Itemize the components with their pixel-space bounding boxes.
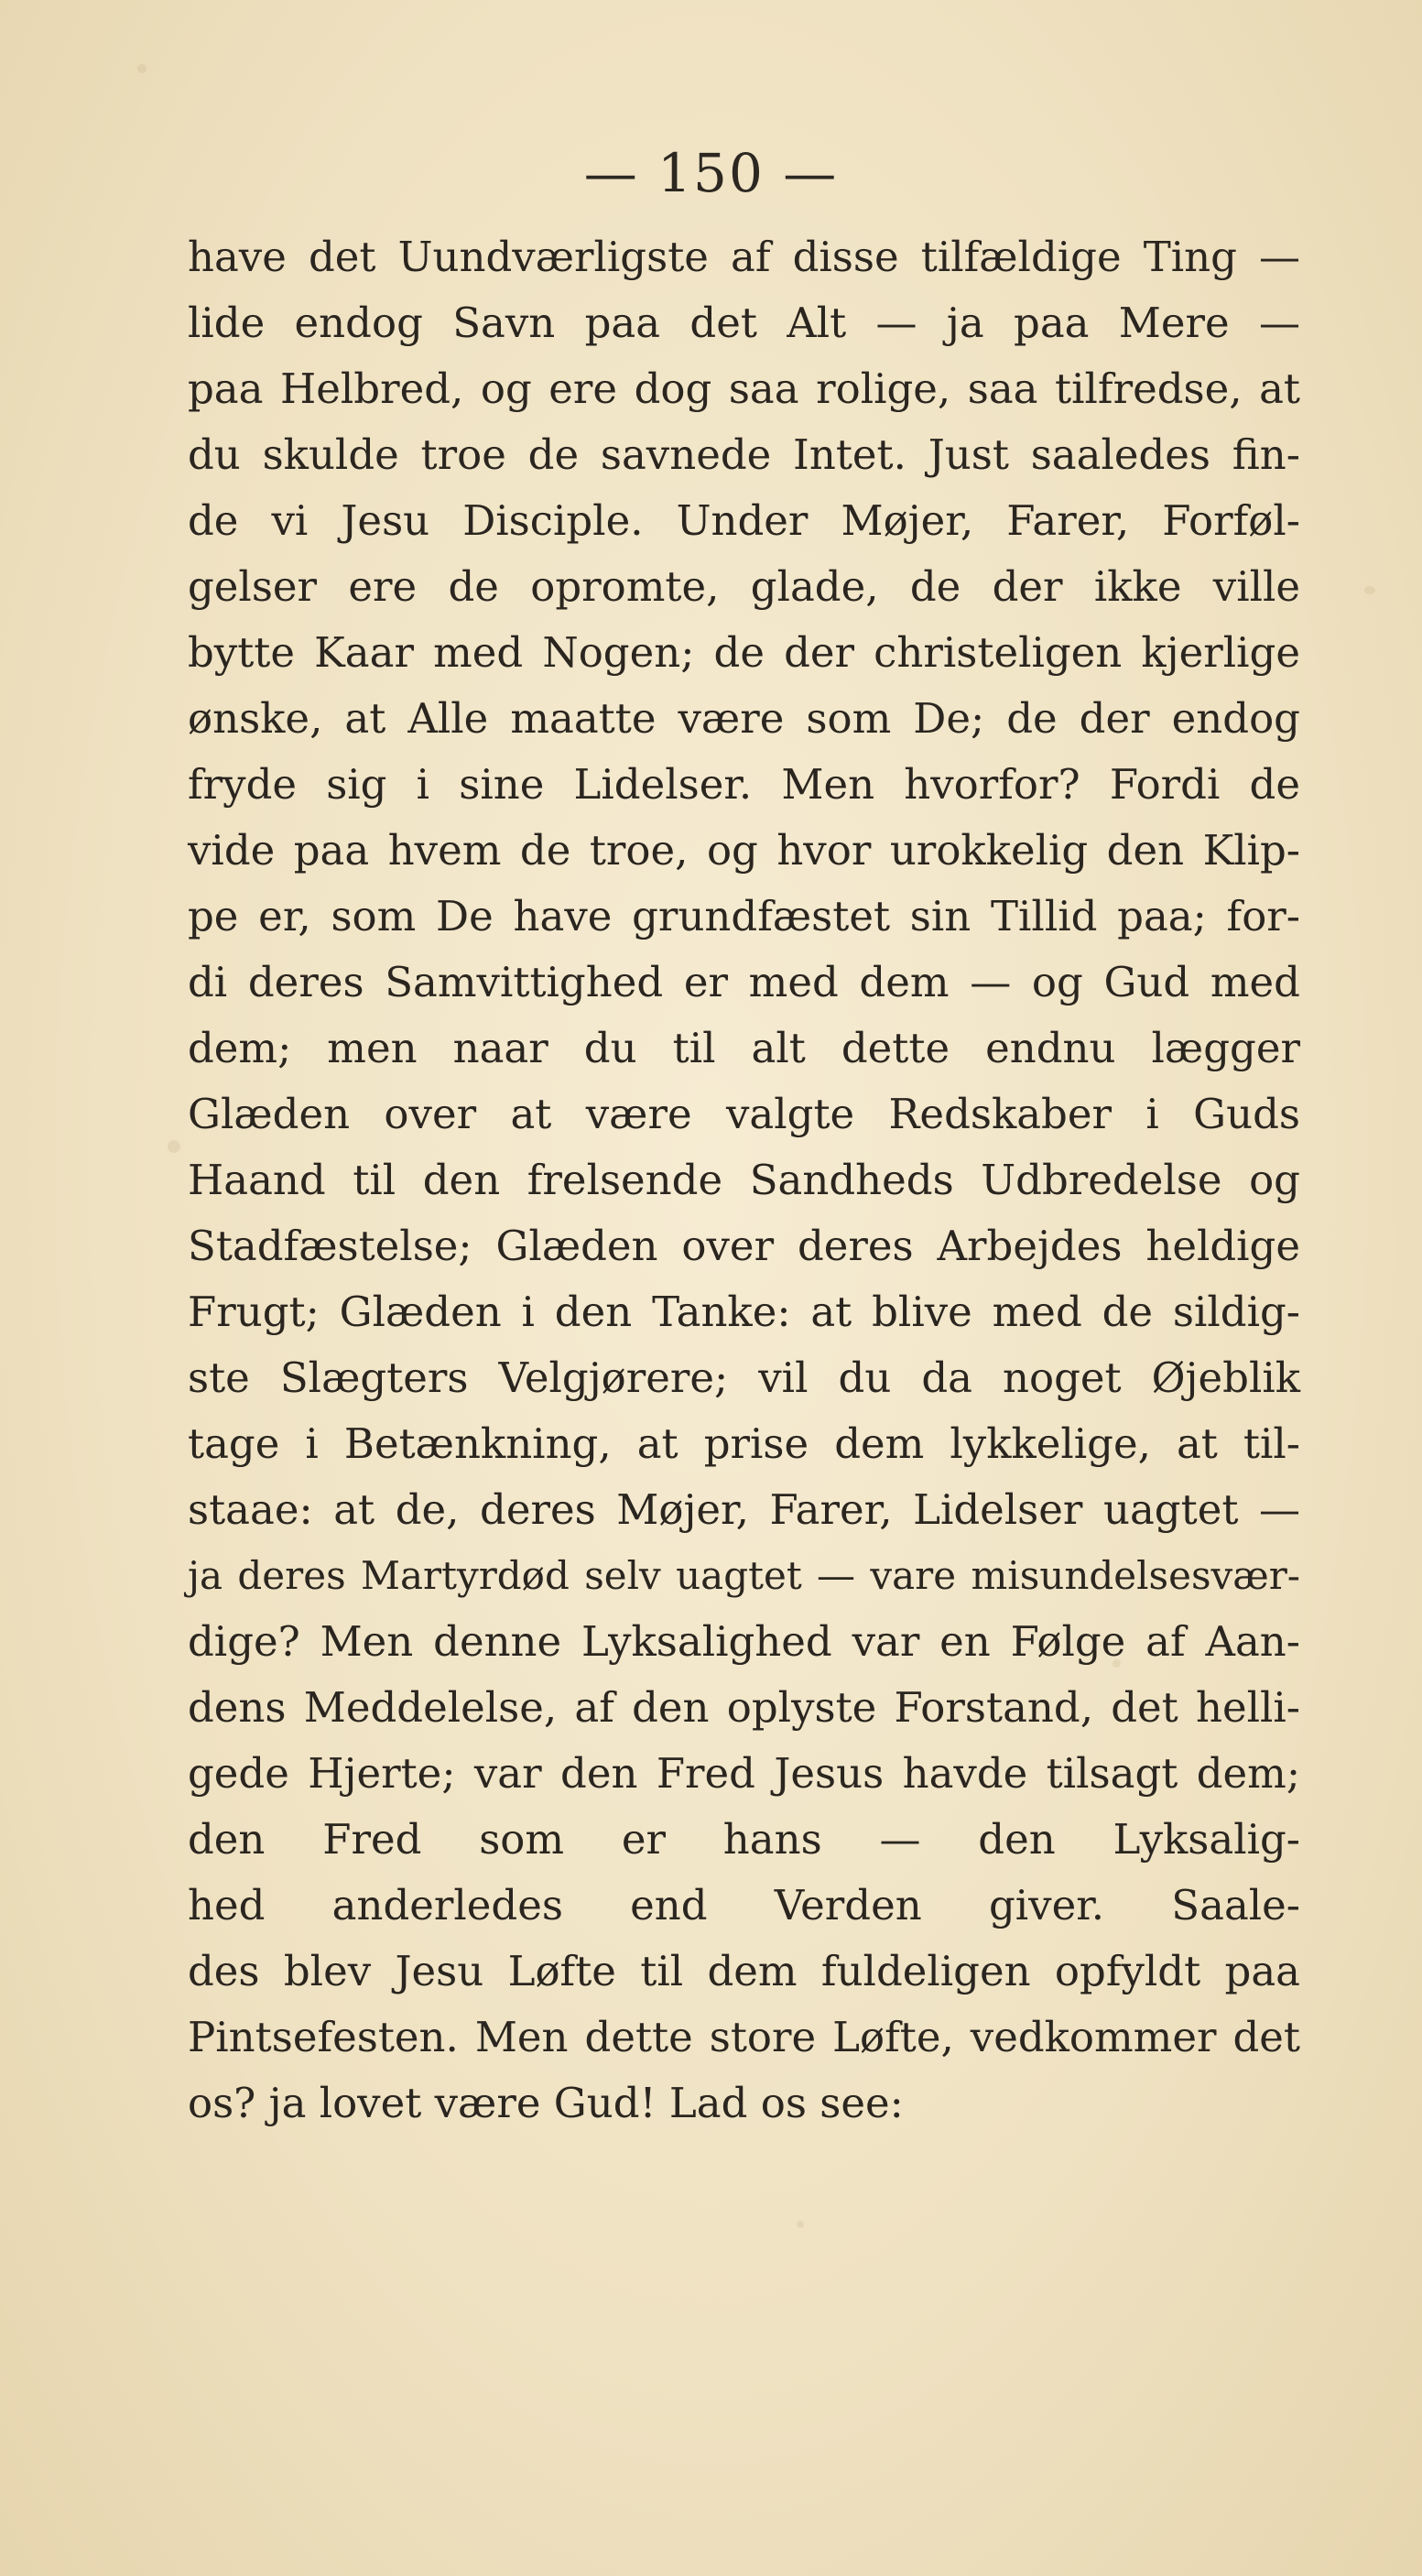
text-line: paa Helbred, og ere dog saa rolige, saa tilfredse, at: [188, 364, 1300, 413]
text-line: du skulde troe de savnede Intet. Just saaledes fin-: [188, 430, 1300, 479]
text-line: bytte Kaar med Nogen; de der christeligen kjerlige: [188, 628, 1300, 677]
text-line: Stadfæstelse; Glæden over deres Arbejdes heldige: [188, 1222, 1300, 1270]
paper-spot: [797, 2221, 804, 2228]
text-line: gelser ere de opromte, glade, de der ikke ville: [188, 562, 1300, 611]
text-line: ja deres Martyrdød selv uagtet — vare misundelsesvær-: [188, 1553, 1300, 1598]
text-line: dem; men naar du til alt dette endnu lægger: [188, 1024, 1300, 1072]
text-line: dige? Men denne Lyksalighed var en Følge af Aan-: [188, 1617, 1300, 1666]
text-line: lide endog Savn paa det Alt — ja paa Mere —: [188, 299, 1300, 347]
text-line: have det Uundværligste af disse tilfældige Ting —: [188, 233, 1300, 281]
text-line: os? ja lovet være Gud! Lad os see:: [188, 2079, 904, 2127]
text-line: hed anderledes end Verden giver. Saale-: [188, 1881, 1300, 1929]
text-line: pe er, som De have grundfæstet sin Tillid paa; for-: [188, 892, 1300, 940]
text-line: de vi Jesu Disciple. Under Møjer, Farer, Forføl-: [188, 496, 1300, 545]
text-line: staae: at de, deres Møjer, Farer, Lidelser uagtet —: [188, 1485, 1300, 1534]
text-line: tage i Betænkning, at prise dem lykkelige, at til-: [188, 1419, 1300, 1468]
text-line: den Fred som er hans — den Lyksalig-: [188, 1815, 1300, 1864]
text-line: Pintsefesten. Men dette store Løfte, vedkommer det: [188, 2013, 1300, 2061]
paper-spot: [137, 64, 147, 73]
text-line: des blev Jesu Løfte til dem fuldeligen opfyldt paa: [188, 1947, 1300, 1995]
text-line: fryde sig i sine Lidelser. Men hvorfor? Fordi de: [188, 760, 1300, 809]
text-line: Frugt; Glæden i den Tanke: at blive med de sildig-: [188, 1288, 1300, 1336]
paper-spot: [1364, 586, 1375, 594]
page-number: — 150 —: [583, 142, 839, 204]
text-line: dens Meddelelse, af den oplyste Forstand, det helli-: [188, 1683, 1300, 1732]
body-text: [188, 224, 1300, 2136]
text-line: ste Slægters Velgjørere; vil du da noget Øjeblik: [188, 1353, 1300, 1402]
text-line: di deres Samvittighed er med dem — og Gud med: [188, 958, 1300, 1006]
text-line: Glæden over at være valgte Redskaber i Guds: [188, 1090, 1300, 1138]
paper-spot: [168, 1140, 180, 1153]
text-line: Haand til den frelsende Sandheds Udbredelse og: [188, 1156, 1300, 1204]
text-line: ønske, at Alle maatte være som De; de der endog: [188, 694, 1300, 743]
text-line: gede Hjerte; var den Fred Jesus havde tilsagt dem;: [188, 1749, 1300, 1798]
text-line: vide paa hvem de troe, og hvor urokkelig den Klip-: [188, 826, 1300, 875]
